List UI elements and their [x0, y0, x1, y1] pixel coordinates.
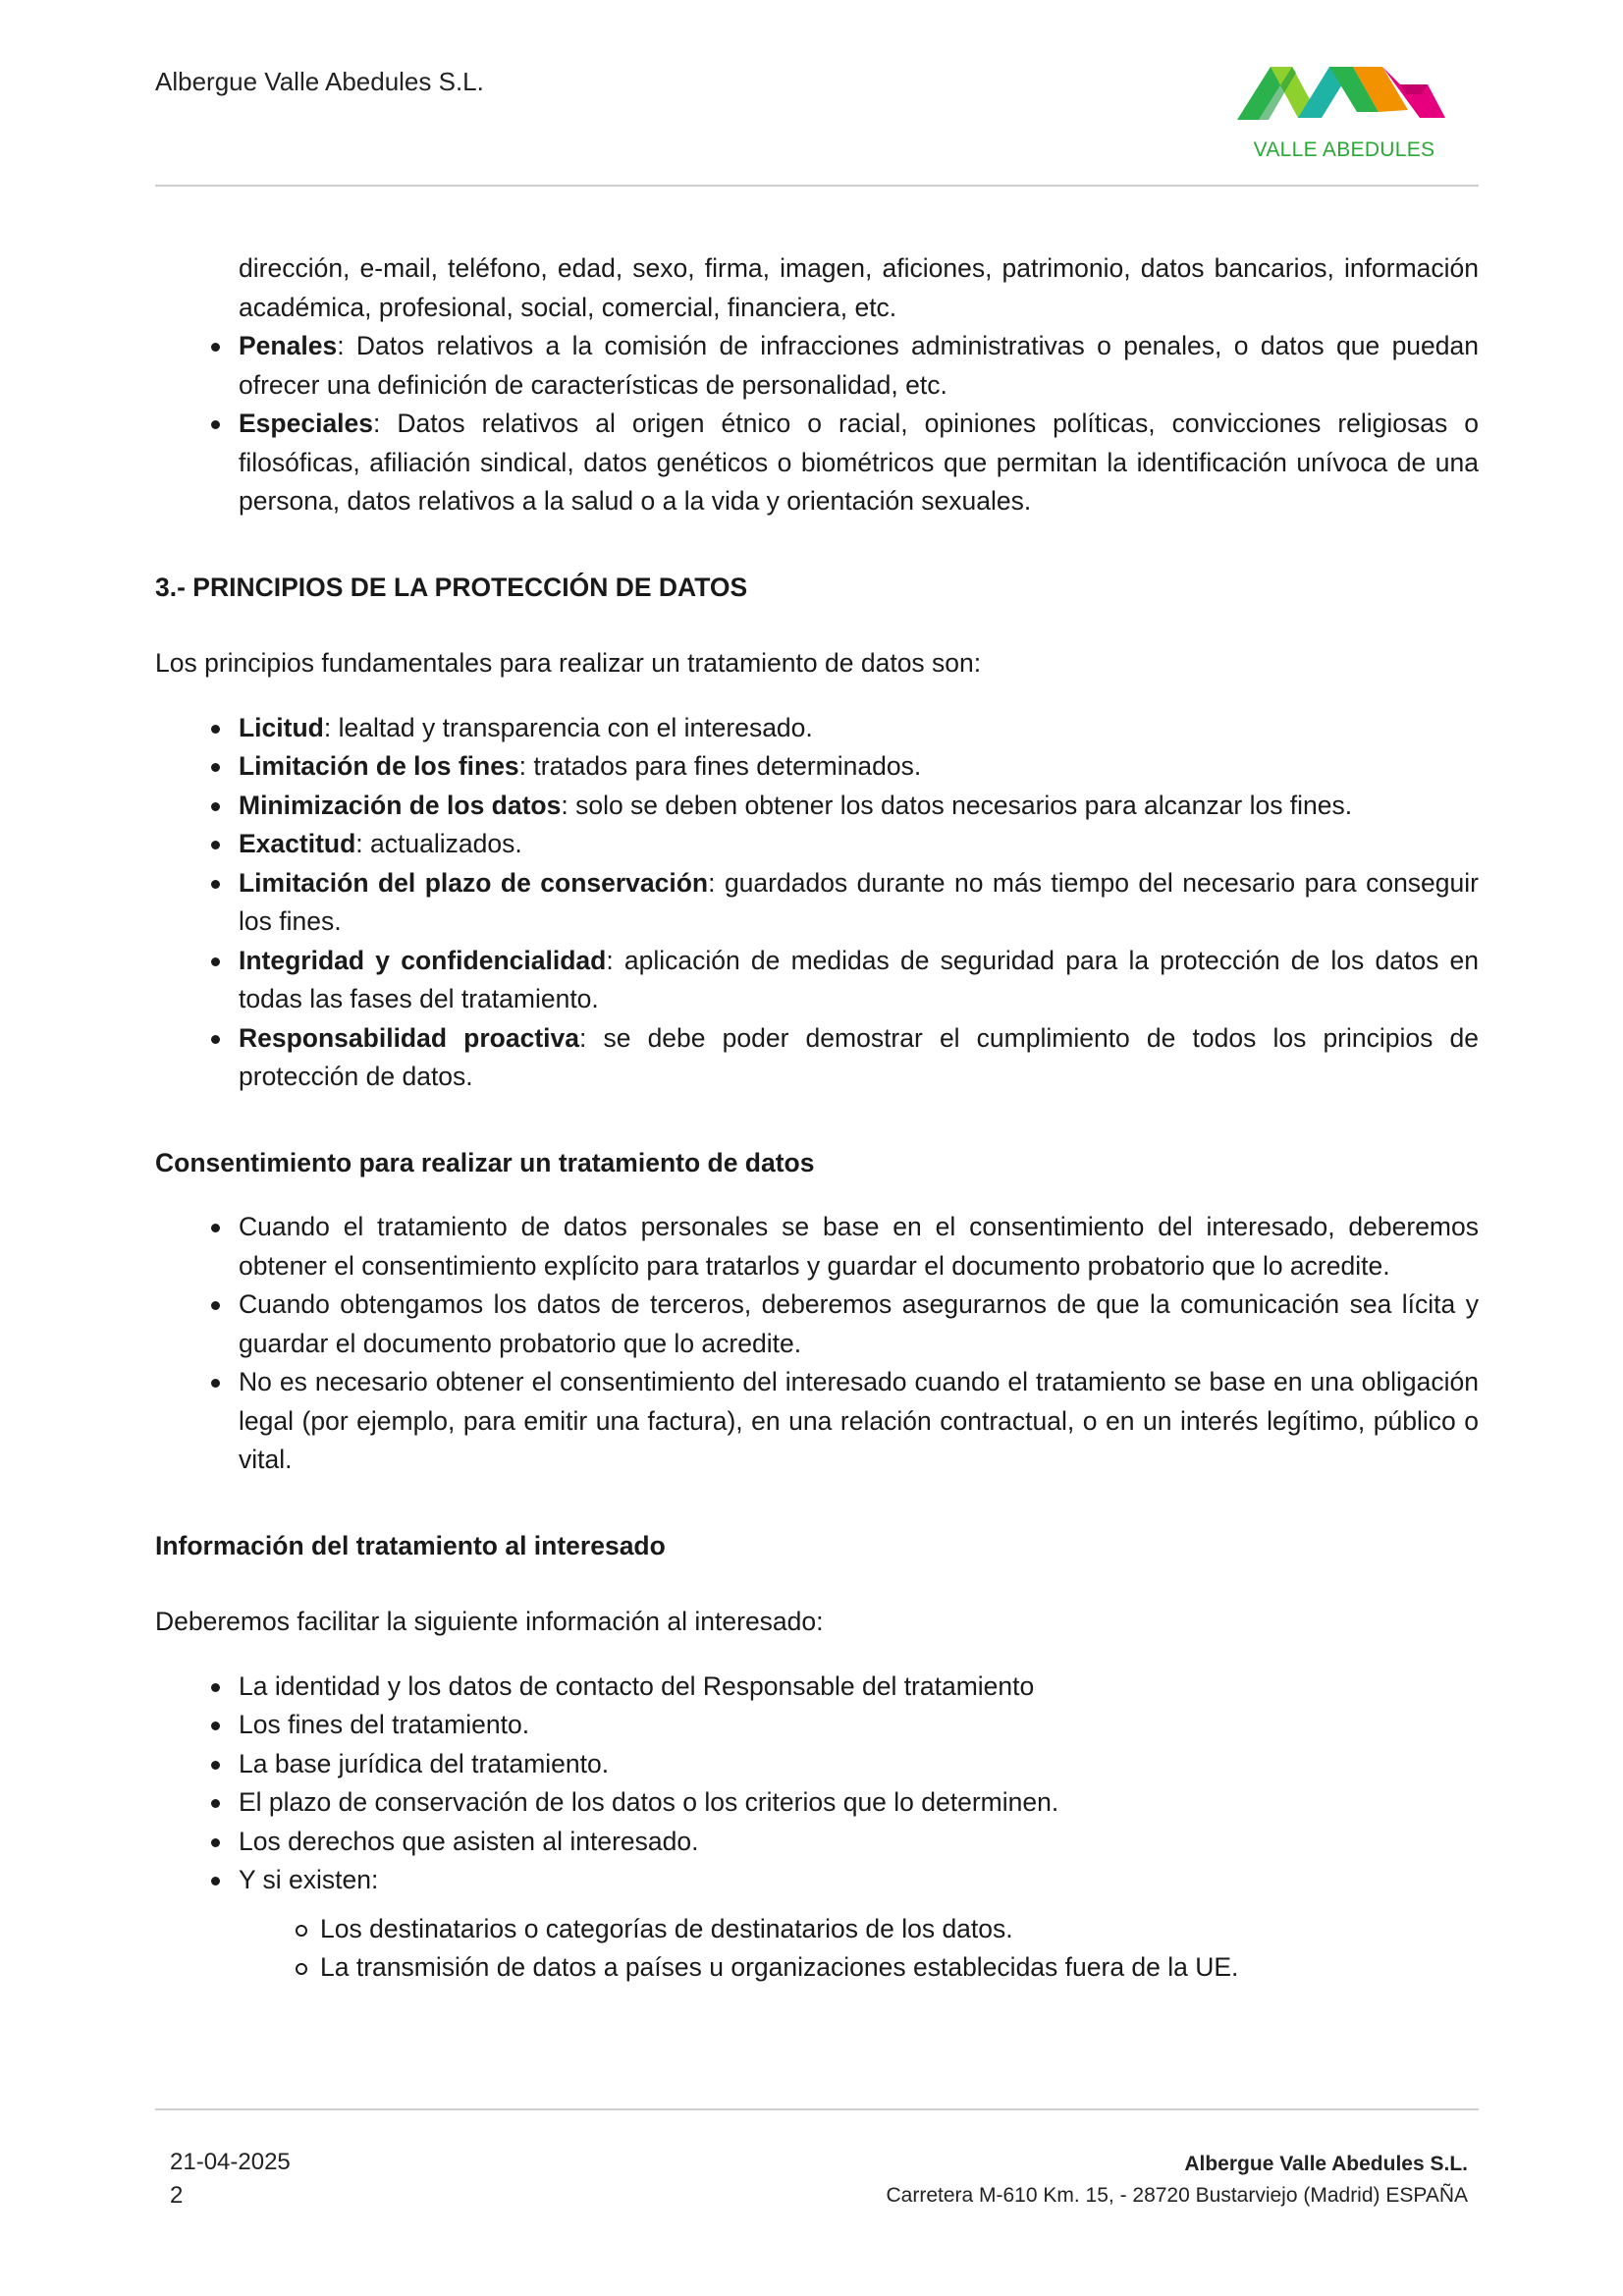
list-item: La identidad y los datos de contacto del Responsable del tratamiento	[155, 1667, 1479, 1707]
footer-company-name: Albergue Valle Abedules S.L.	[1184, 2153, 1468, 2175]
list-item: Responsabilidad proactiva: se debe poder demostrar el cumplimiento de todos los principios de protección de datos.	[155, 1019, 1479, 1097]
footer-divider	[155, 2108, 1479, 2110]
list-item: Penales: Datos relativos a la comisión de infracciones administrativas o penales, o datos que puedan ofrecer una definición de características de personalidad, etc.	[155, 327, 1479, 405]
list-item: Cuando el tratamiento de datos personales se base en el consentimiento del interesado, deberemos obtener el consentimiento explícito para tratarlos y guardar el documento probatorio que lo acredite.	[155, 1208, 1479, 1285]
info-lead: Deberemos facilitar la siguiente información al interesado:	[155, 1607, 824, 1636]
footer-address: Carretera M-610 Km. 15, - 28720 Bustarviejo (Madrid) ESPAÑA	[886, 2184, 1468, 2207]
header-divider	[155, 185, 1479, 187]
list-item: Y si existen:	[155, 1861, 1479, 1900]
info-sublist	[155, 1910, 1479, 1988]
logo-mountains-icon	[1235, 61, 1453, 139]
list-item-continuation: dirección, e-mail, teléfono, edad, sexo, firma, imagen, aficiones, patrimonio, datos bancarios, información académica, profesional, social, comercial, financiera, etc.	[239, 253, 1479, 322]
list-item: Cuando obtengamos los datos de terceros, deberemos asegurarnos de que la comunicación sea lícita y guardar el documento probatorio que lo acredite.	[155, 1285, 1479, 1363]
section-3-title: 3.- PRINCIPIOS DE LA PROTECCIÓN DE DATOS	[155, 572, 748, 602]
company-logo	[1235, 61, 1453, 169]
list-item: El plazo de conservación de los datos o los criterios que lo determinen.	[155, 1783, 1479, 1823]
section-3-lead: Los principios fundamentales para realizar un tratamiento de datos son:	[155, 648, 982, 678]
sublist-item: La transmisión de datos a países u organizaciones establecidas fuera de la UE.	[155, 1948, 1479, 1988]
list-item: Limitación del plazo de conservación: guardados durante no más tiempo del necesario para conseguir los fines.	[155, 864, 1479, 942]
header-company-name: Albergue Valle Abedules S.L.	[155, 67, 484, 96]
consent-list	[155, 1208, 1479, 1480]
info-title: Información del tratamiento al interesado	[155, 1530, 666, 1560]
list-item: La base jurídica del tratamiento.	[155, 1745, 1479, 1784]
list-item: Limitación de los fines: tratados para fines determinados.	[155, 747, 1479, 787]
page-number: 2	[170, 2182, 184, 2209]
list-item: Integridad y confidencialidad: aplicación de medidas de seguridad para la protección de los datos en todas las fases del tratamiento.	[155, 942, 1479, 1019]
info-list	[155, 1667, 1479, 1900]
list-item: Los fines del tratamiento.	[155, 1706, 1479, 1745]
list-item: No es necesario obtener el consentimiento del interesado cuando el tratamiento se base en una obligación legal (por ejemplo, para emitir una factura), en una relación contractual, o en un interés legítimo, público o vital.	[155, 1363, 1479, 1480]
sublist-item: Los destinatarios o categorías de destinatarios de los datos.	[155, 1910, 1479, 1949]
list-item: Minimización de los datos: solo se deben obtener los datos necesarios para alcanzar los fines.	[155, 787, 1479, 826]
principles-list	[155, 709, 1479, 1097]
logo-text: VALLE ABEDULES	[1253, 138, 1435, 161]
list-item: Los derechos que asisten al interesado.	[155, 1823, 1479, 1862]
list-item: Especiales: Datos relativos al origen étnico o racial, opiniones políticas, convicciones religiosas o filosóficas, afiliación sindical, datos genéticos o biométricos que permitan la identificación unívoca de una persona, datos relativos a la salud o a la vida y orientación sexuales.	[155, 405, 1479, 521]
list-item: Licitud: lealtad y transparencia con el interesado.	[155, 709, 1479, 748]
data-categories-list	[155, 249, 1479, 521]
footer-date: 21-04-2025	[170, 2149, 291, 2175]
consent-title: Consentimiento para realizar un tratamiento de datos	[155, 1147, 815, 1177]
list-item: Exactitud: actualizados.	[155, 825, 1479, 864]
document-body	[155, 249, 1479, 1988]
